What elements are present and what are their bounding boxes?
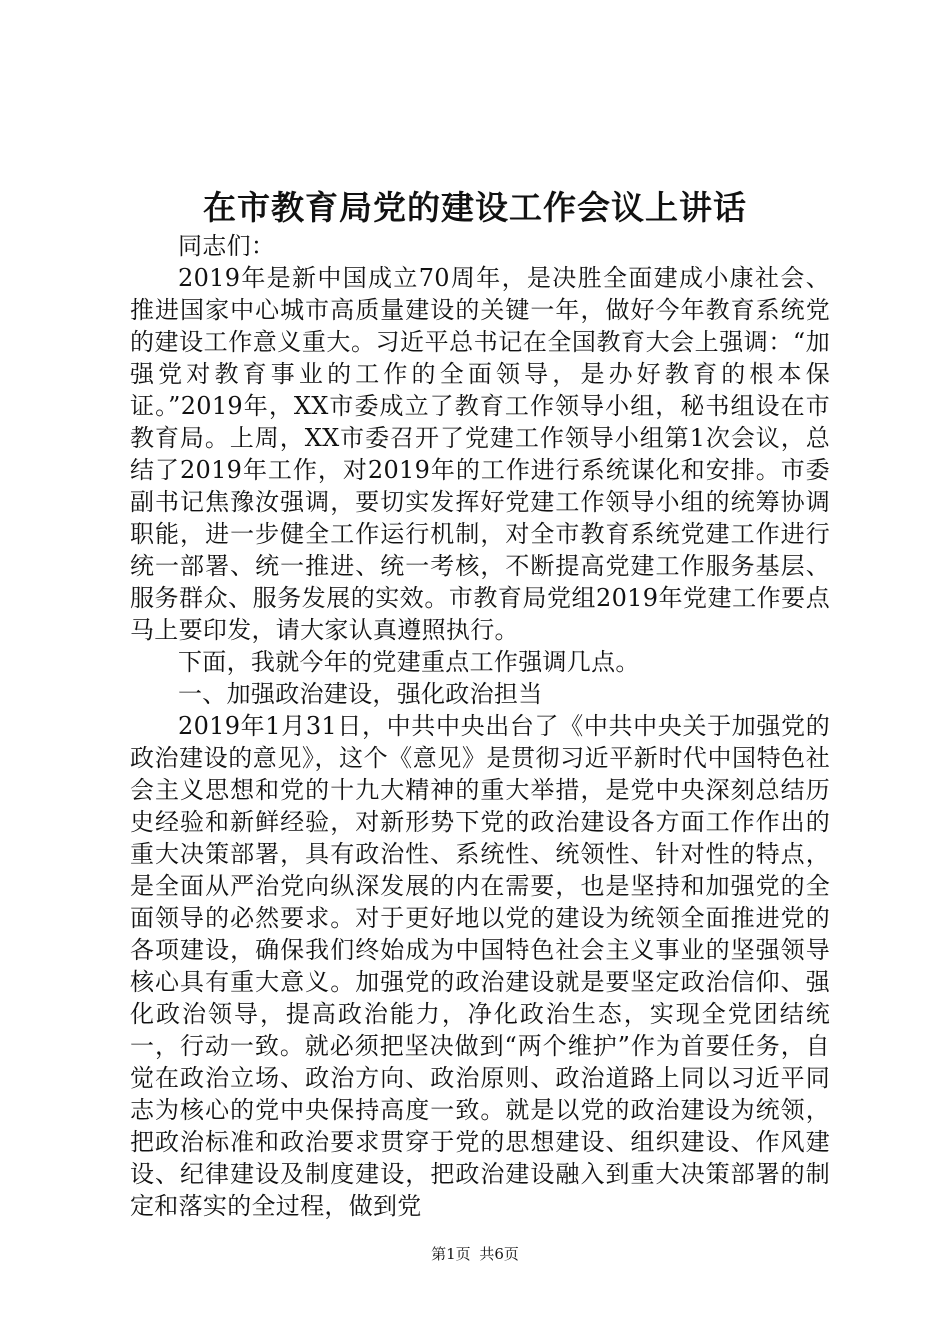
document-body bbox=[130, 230, 830, 1222]
document-title: 在市教育局党的建设工作会议上讲话 bbox=[203, 188, 747, 227]
page-total: 共6页 bbox=[479, 1245, 519, 1263]
page-footer bbox=[0, 1244, 950, 1264]
transition-paragraph: 下面，我就今年的党建重点工作强调几点。 bbox=[178, 648, 640, 676]
section-body-paragraph: 2019年1月31日，中共中央出台了《中共中央关于加强党的政治建设的意见》，这个《意见》是贯彻习近平新时代中国特色社会主义思想和党的十九大精神的重大举措，是党中央深刻总结历史经验和新鲜经验，对新形势下党的政治建设各方面工作作出的重大决策部署，具有政治性、系统性、统领性、针对性的特点，是全面从严治党向纵深发展的内在需要，也是坚持和加强党的全面领导的必然要求。对于更好地以党的建设为统领全面推进党的各项建设，确保我们终始成为中国特色社会主义事业的坚强领导核心具有重大意义。加强党的政治建设就是要坚定政治信仰、强化政治领导，提高政治能力，净化政治生态，实现全党团结统一，行动一致。就必须把坚决做到“两个维护”作为首要任务，自觉在政治立场、政治方向、政治原则、政治道路上同以习近平同志为核心的党中央保持高度一致。就是以党的政治建设为统领，把政治标准和政治要求贯穿于党的思想建设、组织建设、作风建设、纪律建设及制度建设，把政治建设融入到重大决策部署的制定和落实的全过程，做到党 bbox=[130, 712, 830, 1220]
salutation-paragraph: 同志们： bbox=[178, 232, 276, 260]
page-number: 第1页 bbox=[431, 1245, 471, 1263]
intro-paragraph: 2019年是新中国成立70周年，是决胜全面建成小康社会、推进国家中心城市高质量建设的关键一年，做好今年教育系统党的建设工作意义重大。习近平总书记在全国教育大会上强调：“加强党对教育事业的工作的全面领导，是办好教育的根本保证。”2019年，XX市委成立了教育工作领导小组，秘书组设在市教育局。上周，XX市委召开了党建工作领导小组第1次会议，总结了2019年工作，对2019年的工作进行系统谋化和安排。市委副书记焦豫汝强调，要切实发挥好党建工作领导小组的统筹协调职能，进一步健全工作运行机制，对全市教育系统党建工作进行统一部署、统一推进、统一考核，不断提高党建工作服务基层、服务群众、服务发展的实效。市教育局党组2019年党建工作要点马上要印发，请大家认真遵照执行。 bbox=[130, 264, 830, 644]
section-heading: 一、加强政治建设，强化政治担当 bbox=[178, 680, 543, 708]
